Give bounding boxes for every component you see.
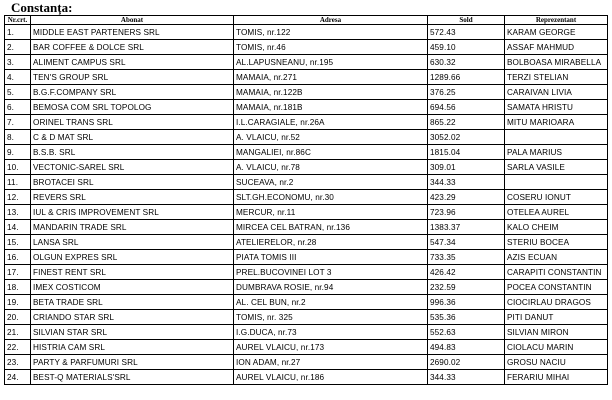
- cell-reprezentant: COSERU IONUT: [505, 190, 608, 205]
- cell-reprezentant: STERIU BOCEA: [505, 235, 608, 250]
- table-row: [5, 175, 608, 190]
- cell-sold: 344.33: [428, 175, 505, 190]
- cell-reprezentant: MITU MARIOARA: [505, 115, 608, 130]
- cell-adresa: I.G.DUCA, nr.73: [234, 325, 428, 340]
- cell-nr: 11.: [5, 175, 31, 190]
- cell-adresa: MERCUR, nr.11: [234, 205, 428, 220]
- cell-sold: 535.36: [428, 310, 505, 325]
- cell-sold: 694.56: [428, 100, 505, 115]
- cell-nr: 21.: [5, 325, 31, 340]
- cell-abonat: C & D MAT SRL: [31, 130, 234, 145]
- cell-reprezentant: PALA MARIUS: [505, 145, 608, 160]
- cell-adresa: AL. CEL BUN, nr.2: [234, 295, 428, 310]
- cell-sold: 1289.66: [428, 70, 505, 85]
- cell-adresa: MAMAIA, nr.122B: [234, 85, 428, 100]
- cell-abonat: IUL & CRIS IMPROVEMENT SRL: [31, 205, 234, 220]
- cell-reprezentant: POCEA CONSTANTIN: [505, 280, 608, 295]
- cell-adresa: MANGALIEI, nr.86C: [234, 145, 428, 160]
- cell-adresa: A. VLAICU, nr.78: [234, 160, 428, 175]
- cell-abonat: BAR COFFEE & DOLCE SRL: [31, 40, 234, 55]
- cell-abonat: LANSA SRL: [31, 235, 234, 250]
- cell-abonat: PARTY & PARFUMURI SRL: [31, 355, 234, 370]
- cell-adresa: AUREL VLAICU, nr.186: [234, 370, 428, 385]
- cell-adresa: ION ADAM, nr.27: [234, 355, 428, 370]
- cell-reprezentant: CARAIVAN LIVIA: [505, 85, 608, 100]
- table-row: [5, 325, 608, 340]
- cell-abonat: BEMOSA COM SRL TOPOLOG: [31, 100, 234, 115]
- table-row: [5, 265, 608, 280]
- cell-abonat: BETA TRADE SRL: [31, 295, 234, 310]
- cell-abonat: ORINEL TRANS SRL: [31, 115, 234, 130]
- table-body: [5, 25, 608, 385]
- cell-sold: 344.33: [428, 370, 505, 385]
- table-row: [5, 85, 608, 100]
- cell-nr: 20.: [5, 310, 31, 325]
- cell-nr: 6.: [5, 100, 31, 115]
- header-adresa: Adresa: [234, 16, 428, 25]
- cell-sold: 426.42: [428, 265, 505, 280]
- cell-abonat: CRIANDO STAR SRL: [31, 310, 234, 325]
- cell-sold: 723.96: [428, 205, 505, 220]
- cell-sold: 547.34: [428, 235, 505, 250]
- cell-adresa: SUCEAVA, nr.2: [234, 175, 428, 190]
- cell-reprezentant: GROSU NACIU: [505, 355, 608, 370]
- table-row: [5, 250, 608, 265]
- cell-adresa: SLT.GH.ECONOMU, nr.30: [234, 190, 428, 205]
- cell-adresa: TOMIS, nr. 325: [234, 310, 428, 325]
- cell-adresa: A. VLAICU, nr.52: [234, 130, 428, 145]
- cell-sold: 865.22: [428, 115, 505, 130]
- table-row: [5, 40, 608, 55]
- cell-adresa: TOMIS, nr.46: [234, 40, 428, 55]
- table-header-row: [5, 16, 608, 25]
- cell-abonat: MIDDLE EAST PARTENERS SRL: [31, 25, 234, 40]
- cell-adresa: ATELIERELOR, nr.28: [234, 235, 428, 250]
- table-row: [5, 70, 608, 85]
- cell-nr: 17.: [5, 265, 31, 280]
- cell-nr: 22.: [5, 340, 31, 355]
- cell-nr: 3.: [5, 55, 31, 70]
- table-row: [5, 310, 608, 325]
- cell-sold: 996.36: [428, 295, 505, 310]
- cell-reprezentant: AZIS ECUAN: [505, 250, 608, 265]
- table-row: [5, 355, 608, 370]
- cell-sold: 630.32: [428, 55, 505, 70]
- cell-nr: 8.: [5, 130, 31, 145]
- cell-nr: 5.: [5, 85, 31, 100]
- header-sold: Sold: [428, 16, 505, 25]
- cell-sold: 552.63: [428, 325, 505, 340]
- cell-adresa: MAMAIA, nr.181B: [234, 100, 428, 115]
- cell-nr: 19.: [5, 295, 31, 310]
- cell-nr: 2.: [5, 40, 31, 55]
- cell-reprezentant: BOLBOASA MIRABELLA: [505, 55, 608, 70]
- table-row: [5, 220, 608, 235]
- header-abonat: Abonat: [31, 16, 234, 25]
- cell-nr: 9.: [5, 145, 31, 160]
- table-row: [5, 145, 608, 160]
- cell-sold: 232.59: [428, 280, 505, 295]
- cell-reprezentant: OTELEA AUREL: [505, 205, 608, 220]
- table-row: [5, 280, 608, 295]
- cell-reprezentant: [505, 175, 608, 190]
- cell-sold: 309.01: [428, 160, 505, 175]
- cell-adresa: PREL.BUCOVINEI LOT 3: [234, 265, 428, 280]
- cell-sold: 1383.37: [428, 220, 505, 235]
- cell-adresa: MIRCEA CEL BATRAN, nr.136: [234, 220, 428, 235]
- cell-sold: 733.35: [428, 250, 505, 265]
- cell-abonat: SILVIAN STAR SRL: [31, 325, 234, 340]
- page-title: Constanța:: [11, 0, 73, 15]
- table-row: [5, 55, 608, 70]
- cell-nr: 1.: [5, 25, 31, 40]
- cell-sold: 459.10: [428, 40, 505, 55]
- cell-sold: 494.83: [428, 340, 505, 355]
- cell-reprezentant: PITI DANUT: [505, 310, 608, 325]
- table-row: [5, 340, 608, 355]
- header-reprezentant: Reprezentant: [505, 16, 608, 25]
- cell-nr: 4.: [5, 70, 31, 85]
- cell-nr: 23.: [5, 355, 31, 370]
- cell-abonat: VECTONIC-SAREL SRL: [31, 160, 234, 175]
- cell-reprezentant: ASSAF MAHMUD: [505, 40, 608, 55]
- cell-reprezentant: KARAM GEORGE: [505, 25, 608, 40]
- cell-reprezentant: SAMATA HRISTU: [505, 100, 608, 115]
- cell-reprezentant: KALO CHEIM: [505, 220, 608, 235]
- cell-adresa: MAMAIA, nr.271: [234, 70, 428, 85]
- cell-sold: 3052.02: [428, 130, 505, 145]
- cell-abonat: REVERS SRL: [31, 190, 234, 205]
- cell-abonat: BROTACEI SRL: [31, 175, 234, 190]
- cell-reprezentant: CIOCIRLAU DRAGOS: [505, 295, 608, 310]
- cell-reprezentant: CARAPITI CONSTANTIN: [505, 265, 608, 280]
- cell-nr: 13.: [5, 205, 31, 220]
- table-row: [5, 160, 608, 175]
- cell-reprezentant: SARLA VASILE: [505, 160, 608, 175]
- cell-reprezentant: CIOLACU MARIN: [505, 340, 608, 355]
- cell-reprezentant: SILVIAN MIRON: [505, 325, 608, 340]
- table-row: [5, 25, 608, 40]
- cell-sold: 423.29: [428, 190, 505, 205]
- cell-adresa: I.L.CARAGIALE, nr.26A: [234, 115, 428, 130]
- cell-nr: 12.: [5, 190, 31, 205]
- cell-abonat: HISTRIA CAM SRL: [31, 340, 234, 355]
- cell-nr: 10.: [5, 160, 31, 175]
- cell-sold: 376.25: [428, 85, 505, 100]
- cell-abonat: ALIMENT CAMPUS SRL: [31, 55, 234, 70]
- table-row: [5, 235, 608, 250]
- cell-abonat: TEN'S GROUP SRL: [31, 70, 234, 85]
- cell-nr: 7.: [5, 115, 31, 130]
- cell-adresa: AL.LAPUSNEANU, nr.195: [234, 55, 428, 70]
- cell-abonat: B.S.B. SRL: [31, 145, 234, 160]
- cell-nr: 18.: [5, 280, 31, 295]
- table-row: [5, 130, 608, 145]
- cell-abonat: FINEST RENT SRL: [31, 265, 234, 280]
- cell-adresa: PIATA TOMIS III: [234, 250, 428, 265]
- cell-sold: 572.43: [428, 25, 505, 40]
- table-row: [5, 295, 608, 310]
- cell-adresa: TOMIS, nr.122: [234, 25, 428, 40]
- cell-nr: 14.: [5, 220, 31, 235]
- cell-abonat: BEST-Q MATERIALS'SRL: [31, 370, 234, 385]
- cell-abonat: B.G.F.COMPANY SRL: [31, 85, 234, 100]
- cell-abonat: OLGUN EXPRES SRL: [31, 250, 234, 265]
- cell-nr: 15.: [5, 235, 31, 250]
- cell-nr: 24.: [5, 370, 31, 385]
- cell-reprezentant: FERARIU MIHAI: [505, 370, 608, 385]
- cell-nr: 16.: [5, 250, 31, 265]
- table-row: [5, 100, 608, 115]
- cell-reprezentant: TERZI STELIAN: [505, 70, 608, 85]
- cell-abonat: MANDARIN TRADE SRL: [31, 220, 234, 235]
- debtors-table: [4, 15, 608, 385]
- cell-sold: 2690.02: [428, 355, 505, 370]
- cell-sold: 1815.04: [428, 145, 505, 160]
- cell-adresa: DUMBRAVA ROSIE, nr.94: [234, 280, 428, 295]
- header-nr: Nr.crt.: [5, 16, 31, 25]
- cell-reprezentant: [505, 130, 608, 145]
- table-row: [5, 115, 608, 130]
- cell-adresa: AUREL VLAICU, nr.173: [234, 340, 428, 355]
- cell-abonat: IMEX COSTICOM: [31, 280, 234, 295]
- table-row: [5, 370, 608, 385]
- table-row: [5, 205, 608, 220]
- table-row: [5, 190, 608, 205]
